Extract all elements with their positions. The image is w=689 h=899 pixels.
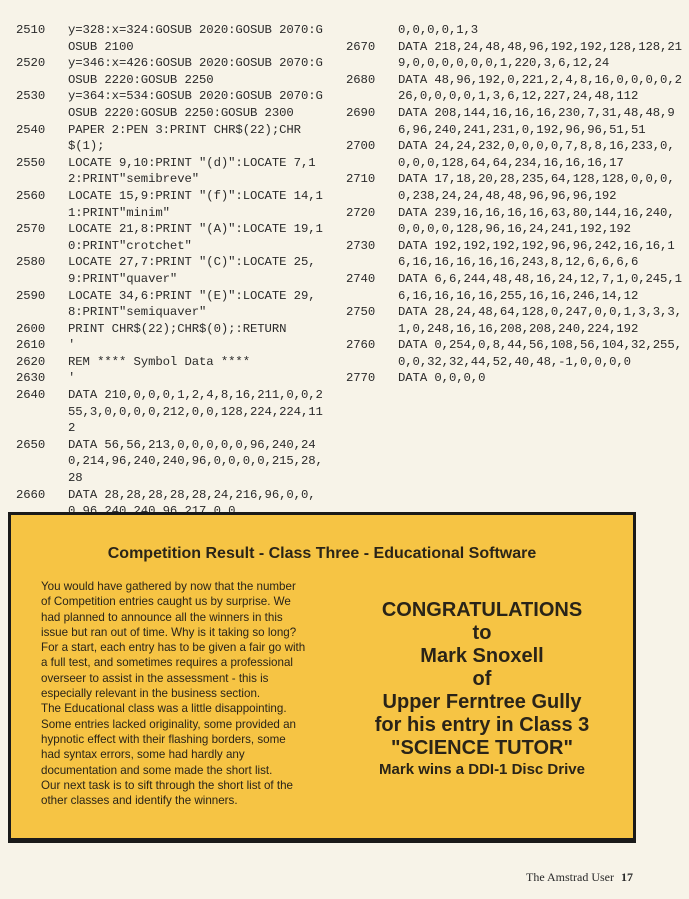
line-code: DATA 48,96,192,0,221,2,4,8,16,0,0,0,0,226,0,0,0,0,1,3,6,12,227,24,48,112 xyxy=(398,72,682,104)
line-code: PRINT CHR$(22);CHR$(0);:RETURN xyxy=(68,321,287,336)
paragraph-line: documentation and some made the short list. xyxy=(41,763,273,777)
line-number: 2770 xyxy=(346,371,376,386)
congrats-line: "SCIENCE TUTOR" xyxy=(391,737,573,759)
line-number: 2530 xyxy=(16,89,46,104)
line-code: ' xyxy=(68,371,76,386)
line-number: 2710 xyxy=(346,172,376,187)
paragraph-line: The Educational class was a little disappointing. xyxy=(41,702,287,716)
program-line xyxy=(338,304,684,337)
program-line xyxy=(8,55,330,88)
program-line xyxy=(8,337,330,354)
line-number: 2660 xyxy=(16,487,46,502)
competition-paragraph xyxy=(41,579,329,808)
program-line xyxy=(338,337,684,370)
page-footer xyxy=(526,870,633,885)
competition-title: Competition Result - Class Three - Educational Software xyxy=(107,545,537,562)
line-number: 2580 xyxy=(16,255,46,270)
paragraph-line: had planned to announce all the winners in this xyxy=(41,610,283,624)
line-number: 2510 xyxy=(16,23,46,37)
page-number: 17 xyxy=(621,870,633,884)
program-listing-right-column xyxy=(338,22,684,387)
line-code: DATA 218,24,48,48,96,192,192,128,128,219,0,0,0,0,0,0,1,220,3,6,12,24 xyxy=(398,39,682,71)
congrats-line: Mark Snoxell xyxy=(420,645,544,667)
program-line xyxy=(338,238,684,271)
line-number: 2630 xyxy=(16,371,46,386)
program-line xyxy=(8,437,330,487)
program-line xyxy=(338,72,684,105)
program-line xyxy=(8,88,330,121)
program-line xyxy=(338,39,684,72)
program-line xyxy=(338,271,684,304)
line-number: 2760 xyxy=(346,338,376,353)
line-number: 2560 xyxy=(16,188,46,203)
line-code: DATA 208,144,16,16,16,230,7,31,48,48,96,96,240,241,231,0,192,96,96,51,51 xyxy=(398,105,675,137)
paragraph-line: a full test, and sometimes requires a professional xyxy=(41,656,293,670)
program-line xyxy=(8,354,330,371)
line-number: 2600 xyxy=(16,321,46,336)
program-line xyxy=(338,22,684,39)
paragraph-line: of Competition entries caught us by surprise. We xyxy=(41,595,291,609)
line-code: DATA 192,192,192,192,96,96,242,16,16,16,16,16,16,16,16,243,8,12,6,6,6,6 xyxy=(398,238,675,270)
line-code: LOCATE 15,9:PRINT "(f)":LOCATE 14,11:PRINT"minim" xyxy=(68,188,323,220)
program-line xyxy=(8,288,330,321)
program-line xyxy=(8,221,330,254)
line-number: 2550 xyxy=(16,155,46,170)
congrats-line: of xyxy=(472,668,492,690)
congrats-line: Upper Ferntree Gully xyxy=(382,691,582,713)
line-code: LOCATE 21,8:PRINT "(A)":LOCATE 19,10:PRINT"crotchet" xyxy=(68,222,323,253)
line-number: 2680 xyxy=(346,72,376,87)
line-number: 2620 xyxy=(16,354,46,369)
line-code: LOCATE 9,10:PRINT "(d)":LOCATE 7,12:PRINT"semibreve" xyxy=(68,155,316,187)
program-listing-left-column xyxy=(8,22,330,520)
program-line xyxy=(338,138,684,171)
line-code: y=328:x=324:GOSUB 2020:GOSUB 2070:GOSUB 2100 xyxy=(68,23,323,54)
line-number: 2650 xyxy=(16,437,46,452)
program-line xyxy=(8,122,330,155)
line-number: 2540 xyxy=(16,122,46,137)
paragraph-line: issue but ran out of time. Why is it taking so long? xyxy=(41,625,297,639)
program-line xyxy=(8,155,330,188)
congrats-line: for his entry in Class 3 xyxy=(374,714,590,736)
program-line xyxy=(8,188,330,221)
paragraph-line: Our next task is to sift through the short list of the xyxy=(41,778,293,792)
competition-result-box xyxy=(8,512,636,843)
prize-line: Mark wins a DDI-1 Disc Drive xyxy=(379,761,585,778)
line-code: DATA 6,6,244,48,48,16,24,12,7,1,0,245,16,16,16,16,16,255,16,16,246,14,12 xyxy=(398,271,682,303)
line-number: 2610 xyxy=(16,338,46,353)
line-code: y=364:x=534:GOSUB 2020:GOSUB 2070:GOSUB 2220:GOSUB 2250:GOSUB 2300 xyxy=(68,89,323,120)
paragraph-line: especially relevant in the business section. xyxy=(41,687,261,701)
line-code: 0,0,0,0,1,3 xyxy=(398,23,479,37)
line-number: 2700 xyxy=(346,139,376,154)
line-code: DATA 210,0,0,0,1,2,4,8,16,211,0,0,255,3,0,0,0,0,212,0,0,128,224,224,112 xyxy=(68,388,323,436)
program-line xyxy=(8,387,330,437)
line-code: PAPER 2:PEN 3:PRINT CHR$(22);CHR$(1); xyxy=(68,122,301,154)
line-code: LOCATE 27,7:PRINT "(C)":LOCATE 25,9:PRINT"quaver" xyxy=(68,255,316,286)
line-code: y=346:x=426:GOSUB 2020:GOSUB 2070:GOSUB 2220:GOSUB 2250 xyxy=(68,56,323,87)
paragraph-line: other classes and identify the winners. xyxy=(41,794,238,808)
line-code: DATA 0,254,0,8,44,56,108,56,104,32,255,0,0,32,32,44,52,40,48,-1,0,0,0,0 xyxy=(398,338,682,369)
congratulations-announcement xyxy=(351,599,613,780)
paragraph-line: hypnotic effect with their flashing borders, some xyxy=(41,732,286,746)
line-code: DATA 17,18,20,28,235,64,128,128,0,0,0,0,238,24,24,48,48,96,96,96,192 xyxy=(398,172,675,203)
program-line xyxy=(338,171,684,204)
line-number: 2670 xyxy=(346,39,376,54)
congrats-line: CONGRATULATIONS xyxy=(381,599,583,621)
congrats-line: to xyxy=(472,622,492,644)
line-code: ' xyxy=(68,338,76,353)
line-code: REM **** Symbol Data **** xyxy=(68,354,250,369)
line-number: 2740 xyxy=(346,271,376,286)
program-line xyxy=(338,105,684,138)
line-code: DATA 28,28,28,28,28,24,216,96,0,0, xyxy=(68,487,316,502)
program-line xyxy=(338,205,684,238)
line-number: 2690 xyxy=(346,105,376,120)
line-code: DATA 56,56,213,0,0,0,0,0,96,240,240,214,96,240,240,96,0,0,0,0,215,28,28 xyxy=(68,437,323,486)
program-line xyxy=(8,254,330,287)
line-code: DATA 28,24,48,64,128,0,247,0,0,1,3,3,3,1,0,248,16,16,208,208,240,224,192 xyxy=(398,305,682,336)
line-number: 2520 xyxy=(16,56,46,71)
line-code: DATA 239,16,16,16,16,63,80,144,16,240,0,0,0,0,128,96,16,24,241,192,192 xyxy=(398,205,675,237)
paragraph-line: For a start, each entry has to be given a fair go with xyxy=(41,641,306,655)
line-number: 2570 xyxy=(16,222,46,237)
line-code: LOCATE 34,6:PRINT "(E)":LOCATE 29,8:PRINT"semiquaver" xyxy=(68,288,316,320)
paragraph-line: overseer to assist in the assessment - this is xyxy=(41,671,269,685)
paragraph-line: Some entries lacked originality, some provided an xyxy=(41,717,296,731)
line-number: 2590 xyxy=(16,288,46,303)
program-line xyxy=(338,370,684,387)
line-number: 2730 xyxy=(346,238,376,253)
program-line xyxy=(8,321,330,338)
paragraph-line: had syntax errors, some had hardly any xyxy=(41,748,245,762)
line-code: DATA 0,0,0,0 xyxy=(398,371,486,386)
program-line xyxy=(8,22,330,55)
publication-name: The Amstrad User xyxy=(526,870,614,884)
program-line xyxy=(8,370,330,387)
paragraph-line: You would have gathered by now that the number xyxy=(41,580,296,593)
line-number: 2750 xyxy=(346,305,376,320)
line-code: DATA 24,24,232,0,0,0,0,7,8,8,16,233,0,0,0,0,128,64,64,234,16,16,16,17 xyxy=(398,139,675,170)
line-number: 2640 xyxy=(16,388,46,403)
line-number: 2720 xyxy=(346,205,376,220)
